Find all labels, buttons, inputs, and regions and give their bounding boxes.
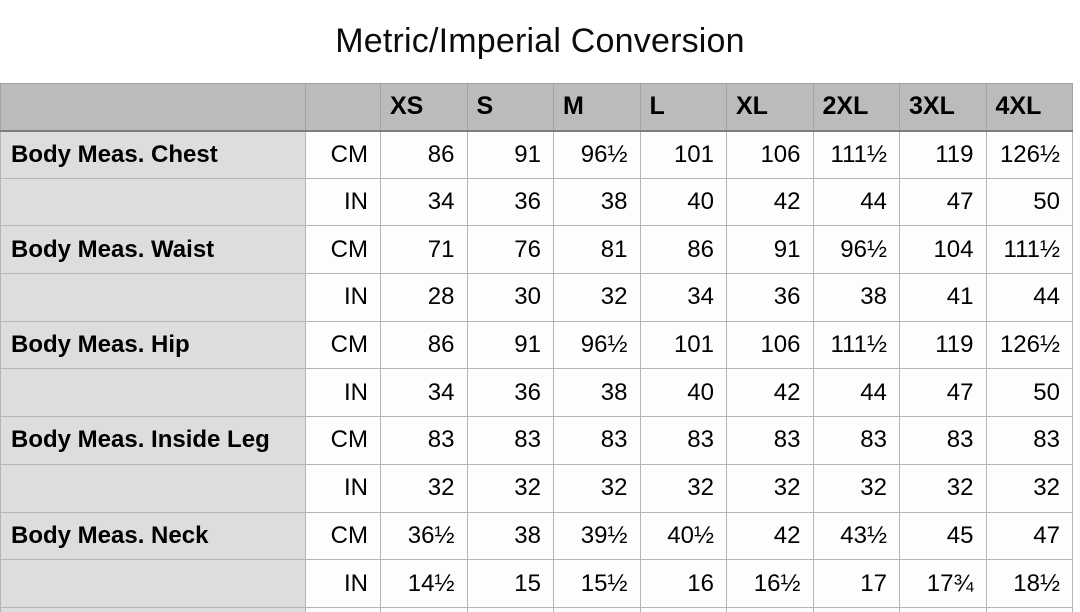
conversion-table [0,83,1073,612]
value-cell: 50 [986,178,1073,226]
table-row [1,369,1073,417]
table-row [1,131,1073,179]
value-cell: 111½ [986,226,1073,274]
value-cell: 14½ [381,560,468,608]
value-cell: 42 [727,369,814,417]
value-cell: 34 [640,274,727,322]
unit-cell: IN [306,369,381,417]
value-cell: 86 [640,226,727,274]
value-cell: 43½ [813,512,900,560]
size-header-l: L [640,84,727,131]
size-header-2xl: 2XL [813,84,900,131]
value-cell: 76 [467,226,554,274]
value-cell: 91 [467,321,554,369]
value-cell: 38 [467,512,554,560]
row-label-cell: Body Meas. Hip [1,321,306,369]
unit-cell: CM [306,226,381,274]
size-header-xs: XS [381,84,468,131]
value-cell: 15½ [554,560,641,608]
value-cell: 40 [640,369,727,417]
value-cell [900,607,987,612]
value-cell: 44 [986,274,1073,322]
unit-cell: CM [306,417,381,465]
value-cell: 119 [900,321,987,369]
value-cell: 32 [554,274,641,322]
value-cell: 36 [727,274,814,322]
value-cell: 30 [467,274,554,322]
size-header-row [1,84,1073,131]
value-cell: 16½ [727,560,814,608]
value-cell: 42 [727,178,814,226]
value-cell: 41 [900,274,987,322]
value-cell: 44 [813,178,900,226]
unit-cell: CM [306,321,381,369]
value-cell: 81 [554,226,641,274]
table-row [1,512,1073,560]
value-cell: 47 [900,369,987,417]
value-cell: 126½ [986,321,1073,369]
value-cell: 86 [381,131,468,179]
value-cell: 119 [900,131,987,179]
value-cell: 32 [813,464,900,512]
row-label-cell [1,274,306,322]
value-cell: 83 [900,417,987,465]
value-cell: 32 [640,464,727,512]
table-row [1,464,1073,512]
value-cell [640,607,727,612]
table-row [1,178,1073,226]
value-cell: 32 [467,464,554,512]
value-cell: 96½ [554,131,641,179]
row-label-cell [1,464,306,512]
value-cell: 91 [727,226,814,274]
value-cell: 83 [986,417,1073,465]
value-cell: 36 [467,178,554,226]
value-cell [813,607,900,612]
value-cell: 17 [813,560,900,608]
row-label-cell: Body Meas. Waist [1,226,306,274]
value-cell [381,607,468,612]
value-cell: 101 [640,321,727,369]
value-cell: 83 [381,417,468,465]
value-cell [554,607,641,612]
unit-cell: IN [306,560,381,608]
value-cell: 15 [467,560,554,608]
row-label-cell: Body Meas. Neck [1,512,306,560]
value-cell: 32 [381,464,468,512]
page-title: Metric/Imperial Conversion [335,22,745,60]
table-row [1,417,1073,465]
value-cell: 47 [986,512,1073,560]
value-cell: 45 [900,512,987,560]
value-cell: 36 [467,369,554,417]
value-cell: 126½ [986,131,1073,179]
value-cell [986,607,1073,612]
value-cell [467,607,554,612]
value-cell: 101 [640,131,727,179]
value-cell: 38 [554,369,641,417]
value-cell: 32 [986,464,1073,512]
value-cell: 83 [727,417,814,465]
value-cell: 38 [813,274,900,322]
value-cell: 106 [727,131,814,179]
value-cell: 106 [727,321,814,369]
value-cell: 111½ [813,131,900,179]
value-cell: 111½ [813,321,900,369]
row-label-cell: Body Meas. Inside Leg [1,417,306,465]
size-header-xl: XL [727,84,814,131]
row-label-cell [1,369,306,417]
value-cell: 32 [554,464,641,512]
unit-cell: IN [306,178,381,226]
value-cell: 91 [467,131,554,179]
value-cell: 44 [813,369,900,417]
size-header-4xl: 4XL [986,84,1073,131]
row-label-cell [1,560,306,608]
value-cell: 47 [900,178,987,226]
header-corner-label-cell [1,84,306,131]
row-label-cell [1,607,306,612]
value-cell: 32 [900,464,987,512]
row-label-cell: Body Meas. Chest [1,131,306,179]
value-cell: 17¾ [900,560,987,608]
size-header-m: M [554,84,641,131]
unit-cell: IN [306,464,381,512]
value-cell: 40 [640,178,727,226]
value-cell: 40½ [640,512,727,560]
value-cell: 83 [554,417,641,465]
value-cell: 38 [554,178,641,226]
table-row [1,274,1073,322]
row-label-cell [1,178,306,226]
value-cell: 96½ [813,226,900,274]
value-cell: 18½ [986,560,1073,608]
unit-cell: IN [306,274,381,322]
value-cell: 16 [640,560,727,608]
unit-cell: CM [306,131,381,179]
value-cell: 86 [381,321,468,369]
unit-cell: CM [306,512,381,560]
table-row [1,321,1073,369]
value-cell: 39½ [554,512,641,560]
value-cell: 83 [467,417,554,465]
value-cell: 34 [381,178,468,226]
partial-table-row [1,607,1073,612]
unit-cell [306,607,381,612]
value-cell: 96½ [554,321,641,369]
value-cell: 36½ [381,512,468,560]
header-corner-unit-cell [306,84,381,131]
table-row [1,560,1073,608]
size-header-3xl: 3XL [900,84,987,131]
value-cell: 42 [727,512,814,560]
value-cell: 71 [381,226,468,274]
size-header-s: S [467,84,554,131]
value-cell [727,607,814,612]
value-cell: 104 [900,226,987,274]
value-cell: 83 [813,417,900,465]
value-cell: 28 [381,274,468,322]
value-cell: 34 [381,369,468,417]
value-cell: 50 [986,369,1073,417]
table-row [1,226,1073,274]
value-cell: 83 [640,417,727,465]
value-cell: 32 [727,464,814,512]
